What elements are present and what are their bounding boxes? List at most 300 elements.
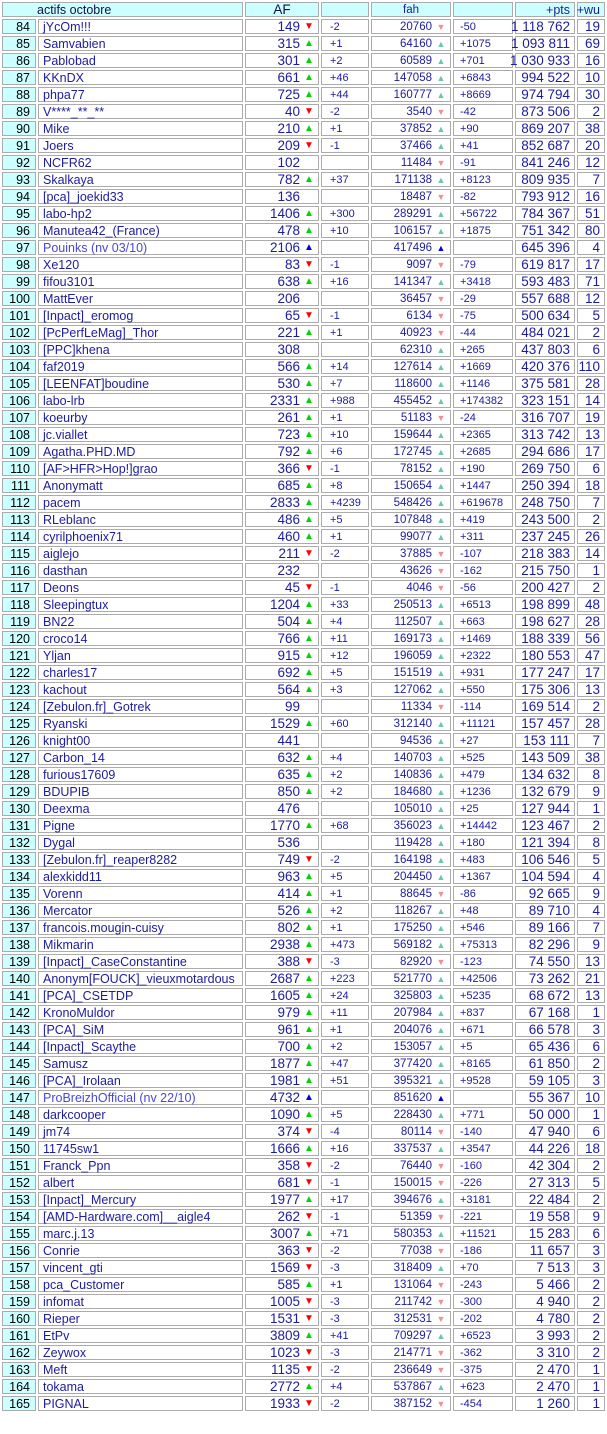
rank-cell (2, 835, 36, 850)
af-delta-value: +6 (330, 445, 343, 458)
fah-value: 37852 (400, 122, 432, 135)
table-row (2, 767, 605, 782)
af-value: 1529 (269, 716, 300, 731)
fah-delta-value: +3181 (460, 1193, 491, 1206)
user-name: Agatha.PHD.MD (43, 444, 136, 459)
af-value: 681 (277, 1175, 300, 1190)
fah-delta-value: -42 (460, 105, 476, 118)
fah-delta-cell (453, 189, 513, 204)
rank-cell (2, 682, 36, 697)
af-delta-cell (321, 801, 369, 816)
pts-cell (515, 1277, 575, 1292)
wu-cell (577, 291, 605, 306)
af-value: 632 (277, 750, 300, 765)
af-delta-cell (321, 648, 369, 663)
pts-cell (515, 903, 575, 918)
fah-value: 105010 (393, 802, 432, 815)
fah-value-cell (371, 189, 451, 204)
fah-delta-value: +1447 (460, 479, 491, 492)
fah-delta-value: -50 (460, 20, 476, 33)
pts-value: 42 304 (528, 1158, 570, 1173)
wu-value: 71 (584, 274, 600, 289)
user-name: labo-lrb (43, 393, 85, 408)
af-value-cell (245, 1328, 319, 1343)
fah-delta-value: -114 (460, 700, 482, 713)
af-delta-cell (321, 104, 369, 119)
rank-value: 151 (9, 1158, 30, 1173)
fah-value-cell (371, 835, 451, 850)
pts-cell (515, 835, 575, 850)
fah-value-cell (371, 478, 451, 493)
pts-value: 316 707 (521, 410, 570, 425)
fah-value-cell (371, 801, 451, 816)
af-delta-cell (321, 903, 369, 918)
af-value-cell (245, 1192, 319, 1207)
fah-value: 118600 (394, 377, 432, 390)
pts-value: 809 935 (521, 172, 570, 187)
rank-value: 137 (9, 920, 30, 935)
pts-cell (515, 291, 575, 306)
fah-value: 325803 (393, 989, 432, 1002)
af-delta-cell (321, 733, 369, 748)
fah-delta-cell (453, 937, 513, 952)
user-name: V****_**_** (43, 104, 105, 119)
stats-table-body (2, 19, 605, 1411)
table-row (2, 274, 605, 289)
wu-cell (577, 70, 605, 85)
table-row (2, 869, 605, 884)
pts-value: 323 151 (521, 393, 570, 408)
af-delta-value: +33 (330, 598, 349, 611)
rank-cell (2, 665, 36, 680)
af-value-cell (245, 614, 319, 629)
wu-cell (577, 1039, 605, 1054)
down-arrow-icon: ▼ (436, 1160, 446, 1171)
fah-delta-value: +1469 (460, 632, 491, 645)
af-delta-cell (321, 70, 369, 85)
down-arrow-icon: ▼ (436, 293, 446, 304)
user-name-cell (38, 1175, 243, 1190)
user-name-cell (38, 1022, 243, 1037)
rank-value: 93 (16, 172, 30, 187)
rank-value: 97 (16, 240, 30, 255)
pts-cell (515, 631, 575, 646)
fah-value: 417496 (393, 241, 432, 254)
rank-cell (2, 478, 36, 493)
wu-cell (577, 376, 605, 391)
wu-cell (577, 1209, 605, 1224)
rank-value: 87 (16, 70, 30, 85)
table-row (2, 665, 605, 680)
af-value: 802 (277, 920, 300, 935)
af-delta-value: -1 (330, 1176, 340, 1189)
rank-value: 88 (16, 87, 30, 102)
header-fah-column (371, 2, 451, 17)
up-arrow-icon: ▲ (436, 514, 446, 525)
user-name: Zeywox (43, 1345, 87, 1360)
pts-cell (515, 767, 575, 782)
wu-cell (577, 257, 605, 272)
wu-cell (577, 342, 605, 357)
fah-delta-cell (453, 1124, 513, 1139)
user-name-cell (38, 1107, 243, 1122)
rank-cell (2, 1056, 36, 1071)
fah-value-cell (371, 512, 451, 527)
af-delta-value: -1 (330, 1210, 340, 1223)
af-value: 685 (277, 478, 300, 493)
rank-cell (2, 818, 36, 833)
down-arrow-icon: ▼ (436, 1279, 446, 1290)
user-name-cell (38, 189, 243, 204)
wu-value: 2 (592, 1345, 600, 1360)
up-arrow-icon: ▲ (436, 803, 446, 814)
fah-delta-cell (453, 682, 513, 697)
fah-value: 150015 (393, 1176, 432, 1189)
table-row (2, 614, 605, 629)
fah-value: 204076 (393, 1023, 432, 1036)
rank-cell (2, 189, 36, 204)
af-value-cell (245, 291, 319, 306)
af-value: 1569 (269, 1260, 300, 1275)
pts-value: 294 686 (521, 444, 570, 459)
fah-value: 147058 (393, 71, 432, 84)
fah-value: 127062 (393, 683, 432, 696)
fah-delta-cell (453, 665, 513, 680)
up-arrow-icon: ▲ (304, 1142, 314, 1154)
fah-delta-cell (453, 1396, 513, 1411)
wu-value: 6 (592, 1124, 600, 1139)
pts-cell (509, 53, 575, 68)
rank-cell (2, 1260, 36, 1275)
wu-cell (577, 206, 605, 221)
af-value: 961 (277, 1022, 300, 1037)
pts-cell (515, 648, 575, 663)
wu-value: 1 (592, 1362, 600, 1377)
fah-value: 94536 (400, 734, 432, 747)
rank-cell (2, 376, 36, 391)
up-arrow-icon: ▲ (436, 1075, 446, 1086)
af-delta-value: +17 (330, 1193, 349, 1206)
fah-delta-value: -300 (460, 1295, 483, 1308)
af-value: 638 (277, 274, 300, 289)
up-arrow-icon: ▲ (436, 820, 446, 831)
af-value-cell (245, 733, 319, 748)
wu-cell (577, 1175, 605, 1190)
fah-value-cell (371, 614, 451, 629)
user-name-cell (38, 801, 243, 816)
af-value-cell (245, 801, 319, 816)
rank-value: 120 (9, 631, 30, 646)
pts-cell (515, 444, 575, 459)
af-value: 1005 (269, 1294, 300, 1309)
wu-value: 1 (592, 1379, 600, 1394)
table-row (2, 70, 605, 85)
fah-delta-value: -226 (460, 1176, 483, 1189)
fah-value: 11484 (400, 156, 432, 169)
table-row (2, 1345, 605, 1360)
up-arrow-icon: ▲ (304, 1329, 314, 1341)
table-header (2, 2, 605, 17)
af-value: 374 (277, 1124, 300, 1139)
fah-value-cell (371, 733, 451, 748)
user-name-cell (38, 308, 243, 323)
af-value: 65 (284, 308, 300, 323)
pts-cell (515, 801, 575, 816)
pts-value: 127 944 (521, 801, 570, 816)
wu-cell (577, 36, 605, 51)
user-name-cell (38, 257, 243, 272)
pts-cell (515, 342, 575, 357)
fah-value-cell (371, 1226, 451, 1241)
af-value-cell (245, 206, 319, 221)
af-value-cell (245, 1226, 319, 1241)
wu-value: 47 (584, 648, 600, 663)
fah-value-cell (371, 36, 451, 51)
pts-value: 313 742 (521, 427, 570, 442)
user-name: EtPv (43, 1328, 70, 1343)
af-value: 725 (277, 87, 300, 102)
header-pts-column (515, 2, 575, 17)
af-value-cell (245, 597, 319, 612)
rank-cell (2, 19, 36, 34)
rank-value: 162 (9, 1345, 30, 1360)
rank-value: 135 (9, 886, 30, 901)
af-delta-value: +1 (330, 37, 343, 50)
fah-value: 150654 (393, 479, 432, 492)
fah-delta-value: +42506 (460, 972, 498, 985)
rank-value: 85 (16, 36, 30, 51)
down-arrow-icon: ▼ (436, 327, 446, 338)
rank-value: 113 (10, 512, 30, 527)
af-delta-cell (321, 495, 369, 510)
af-delta-value: +1 (330, 1278, 343, 1291)
user-name: Mikmarin (43, 937, 94, 952)
rank-value: 149 (9, 1124, 30, 1139)
fah-delta-cell (453, 393, 513, 408)
user-name: jc.viallet (43, 427, 88, 442)
pts-cell (515, 869, 575, 884)
af-delta-cell (321, 716, 369, 731)
af-value: 1666 (269, 1141, 300, 1156)
fah-delta-cell (453, 988, 513, 1003)
user-name-cell (38, 1243, 243, 1258)
wu-cell (577, 937, 605, 952)
fah-value: 88645 (400, 887, 432, 900)
af-delta-cell (321, 410, 369, 425)
fah-value-cell (371, 631, 451, 646)
fah-delta-value: +419 (460, 513, 485, 526)
fah-value: 250513 (393, 598, 432, 611)
table-row (2, 1209, 605, 1224)
pts-value: 44 226 (528, 1141, 570, 1156)
af-value: 749 (277, 852, 300, 867)
af-delta-value: +1 (330, 1023, 343, 1036)
pts-value: 188 339 (521, 631, 570, 646)
rank-value: 136 (9, 903, 30, 918)
pts-value: 994 522 (521, 70, 570, 85)
up-arrow-icon: ▲ (436, 633, 446, 644)
user-name-cell (38, 291, 243, 306)
down-arrow-icon: ▼ (436, 701, 446, 712)
rank-value: 107 (9, 410, 30, 425)
user-name: Pigne (43, 818, 75, 833)
wu-value: 2 (592, 580, 600, 595)
af-delta-cell (321, 597, 369, 612)
af-value: 149 (277, 19, 300, 34)
user-name: francois.mougin-cuisy (43, 920, 164, 935)
wu-value: 7 (592, 495, 600, 510)
fah-delta-cell (453, 1243, 513, 1258)
table-row (2, 1124, 605, 1139)
fah-value: 51359 (400, 1210, 432, 1223)
header-fah-label: fah (403, 3, 419, 16)
pts-cell (515, 699, 575, 714)
fah-delta-value: +70 (460, 1261, 479, 1274)
user-name-cell (38, 376, 243, 391)
af-value-cell (245, 563, 319, 578)
down-arrow-icon: ▼ (304, 1159, 314, 1171)
pts-cell (515, 665, 575, 680)
pts-cell (515, 393, 575, 408)
fah-delta-value: +75313 (460, 938, 498, 951)
table-row (2, 1260, 605, 1275)
user-name-cell (38, 563, 243, 578)
af-value: 700 (277, 1039, 300, 1054)
user-name-cell (38, 1260, 243, 1275)
wu-cell (577, 597, 605, 612)
af-value-cell (245, 852, 319, 867)
af-value: 1090 (269, 1107, 300, 1122)
af-value-cell (245, 427, 319, 442)
table-row (2, 53, 605, 68)
rank-value: 130 (9, 801, 30, 816)
fah-delta-value: -82 (460, 190, 476, 203)
table-row (2, 1311, 605, 1326)
up-arrow-icon: ▲ (304, 819, 314, 831)
af-value-cell (245, 1124, 319, 1139)
fah-value-cell (371, 954, 451, 969)
user-name-cell (38, 1192, 243, 1207)
af-delta-cell (321, 1175, 369, 1190)
fah-delta-value: +48 (460, 904, 479, 917)
fah-value: 455452 (393, 394, 432, 407)
af-value: 2687 (269, 971, 300, 986)
af-value-cell (245, 784, 319, 799)
af-delta-value: -2 (330, 1397, 340, 1410)
up-arrow-icon: ▲ (436, 208, 446, 219)
up-arrow-icon: ▲ (304, 496, 314, 508)
af-delta-value: +10 (330, 428, 349, 441)
wu-value: 2 (592, 1277, 600, 1292)
af-value: 209 (277, 138, 300, 153)
pts-cell (515, 937, 575, 952)
user-name: charles17 (43, 665, 98, 680)
af-delta-value: +4 (330, 751, 343, 764)
up-arrow-icon: ▲ (304, 1040, 314, 1052)
af-value: 526 (277, 903, 300, 918)
af-value-cell (245, 886, 319, 901)
up-arrow-icon: ▲ (436, 429, 446, 440)
rank-cell (2, 291, 36, 306)
up-arrow-icon: ▲ (436, 990, 446, 1001)
up-arrow-icon: ▲ (304, 683, 314, 695)
wu-value: 51 (584, 206, 600, 221)
af-delta-value: -3 (330, 955, 340, 968)
af-value-cell (245, 903, 319, 918)
wu-value: 5 (592, 308, 600, 323)
table-row (2, 1328, 605, 1343)
table-row (2, 461, 605, 476)
fah-value-cell (371, 563, 451, 578)
rank-value: 104 (9, 359, 30, 374)
wu-cell (577, 869, 605, 884)
table-row (2, 36, 605, 51)
rank-cell (2, 308, 36, 323)
af-value-cell (245, 580, 319, 595)
down-arrow-icon: ▼ (304, 1261, 314, 1273)
af-delta-value: +2 (330, 904, 343, 917)
user-name-cell (38, 750, 243, 765)
user-name: alexkidd11 (43, 869, 102, 884)
fah-delta-cell (453, 376, 513, 391)
pts-value: 175 306 (521, 682, 570, 697)
user-name-cell (38, 461, 243, 476)
pts-value: 121 394 (521, 835, 570, 850)
fah-value: 20760 (400, 20, 432, 33)
af-value-cell (245, 376, 319, 391)
af-delta-value: -2 (330, 547, 340, 560)
fah-value: 131064 (393, 1278, 432, 1291)
fah-value: 214771 (393, 1346, 432, 1359)
down-arrow-icon: ▼ (436, 1398, 446, 1409)
up-arrow-icon: ▲ (436, 616, 446, 627)
wu-value: 9 (592, 886, 600, 901)
rank-value: 92 (16, 155, 30, 170)
fah-delta-value: +5235 (460, 989, 491, 1002)
af-delta-cell (321, 359, 369, 374)
user-name-cell (38, 1005, 243, 1020)
fah-value-cell (371, 104, 451, 119)
wu-cell (577, 750, 605, 765)
rank-cell (2, 597, 36, 612)
pts-value: 68 672 (528, 988, 570, 1003)
af-value-cell (245, 240, 319, 255)
fah-value: 337537 (393, 1142, 432, 1155)
rank-value: 125 (9, 716, 30, 731)
af-value-cell (245, 87, 319, 102)
rank-cell (2, 121, 36, 136)
pts-value: 198 899 (521, 597, 570, 612)
fah-delta-cell (453, 1039, 513, 1054)
down-arrow-icon: ▼ (436, 412, 446, 423)
header-name-label: actifs octobre (37, 2, 112, 17)
down-arrow-icon: ▼ (436, 1177, 446, 1188)
fah-value: 851620 (393, 1091, 432, 1104)
fah-value-cell (371, 257, 451, 272)
fah-delta-cell (453, 1277, 513, 1292)
pts-value: 215 750 (521, 563, 570, 578)
af-value: 1023 (269, 1345, 300, 1360)
up-arrow-icon: ▲ (304, 513, 314, 525)
af-delta-cell (321, 291, 369, 306)
up-arrow-icon: ▲ (436, 123, 446, 134)
pts-value: 869 207 (521, 121, 570, 136)
fah-delta-value: -24 (460, 411, 476, 424)
pts-cell (515, 1141, 575, 1156)
pts-cell (515, 852, 575, 867)
up-arrow-icon: ▲ (436, 276, 446, 287)
rank-value: 105 (9, 376, 30, 391)
